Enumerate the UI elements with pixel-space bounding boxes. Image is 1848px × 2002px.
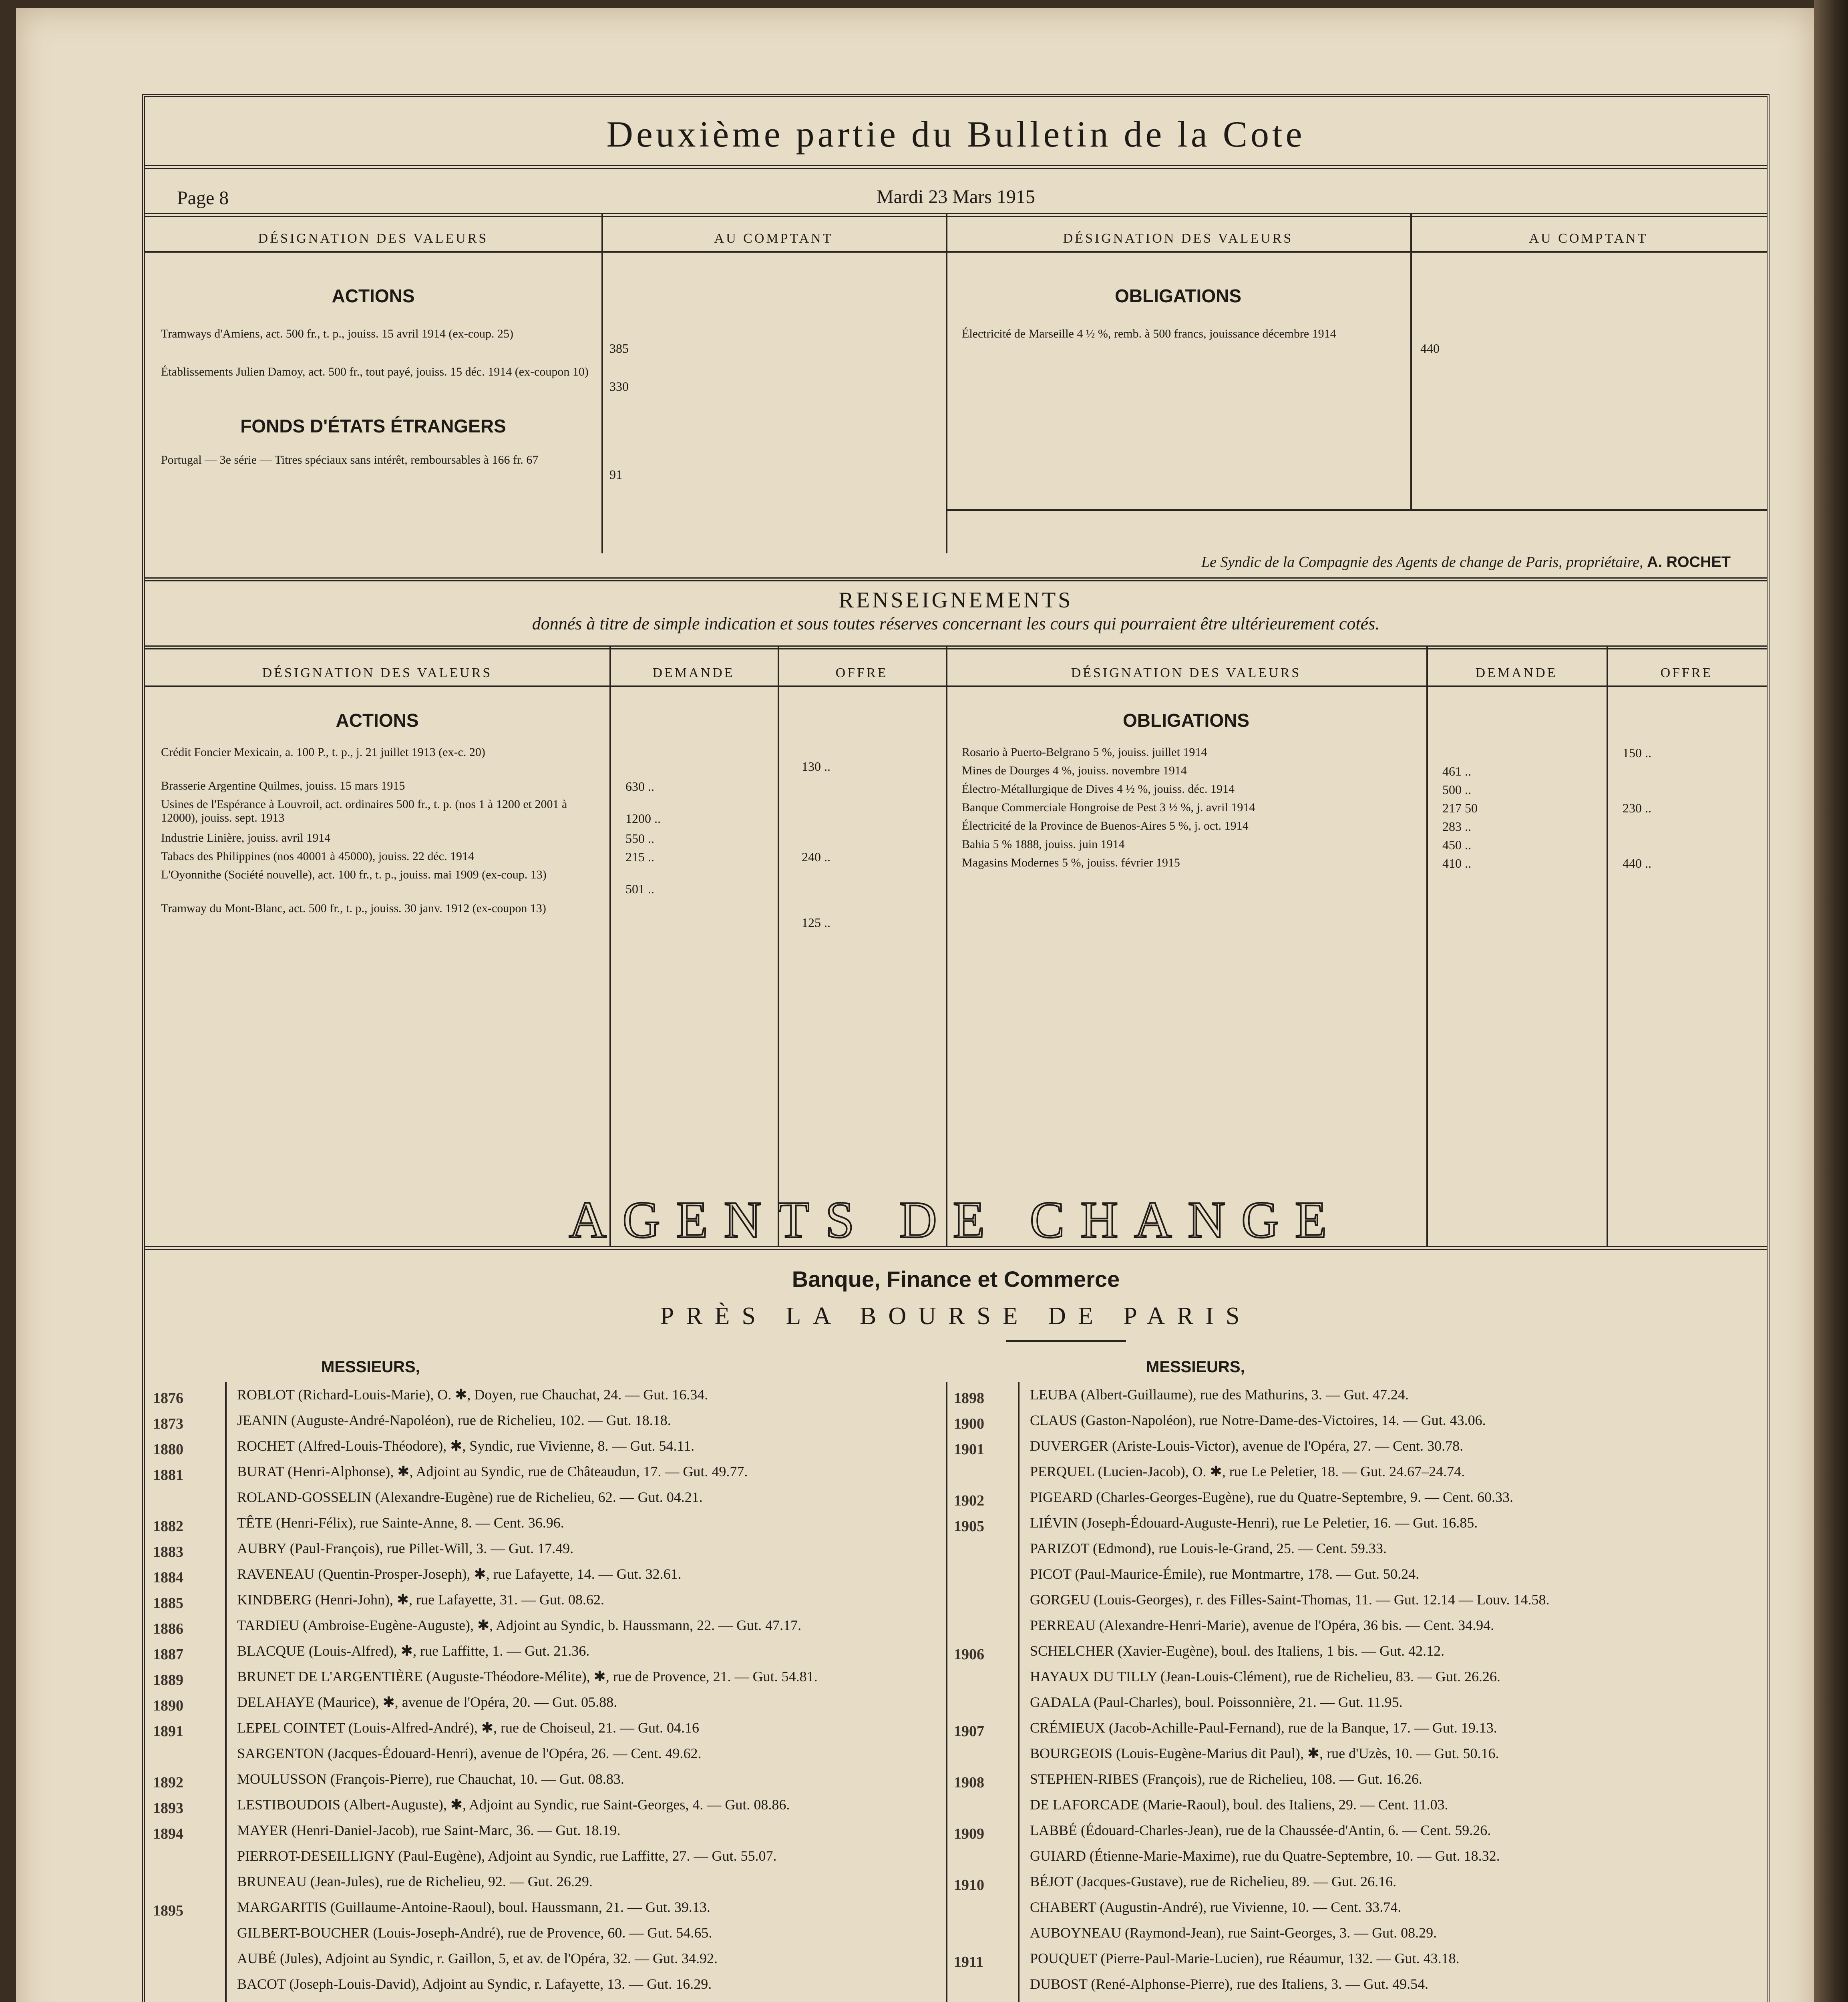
- rcol-designation-left: DÉSIGNATION DES VALEURS: [262, 665, 493, 680]
- agent-entry: JEANIN (Auguste-André-Napoléon), rue de Richelieu, 102. — Gut. 18.18.: [237, 1412, 671, 1428]
- bulletin-date: Mardi 23 Mars 1915: [877, 186, 1035, 207]
- agent-entry: KINDBERG (Henri-John), ✱, rue Lafayette, 31. — Gut. 08.62.: [237, 1592, 604, 1608]
- agent-entry: HAYAUX DU TILLY (Jean-Louis-Clément), rue de Richelieu, 83. — Gut. 26.26.: [1030, 1668, 1500, 1684]
- agent-year: 1908: [954, 1774, 984, 1791]
- agent-entry: PERREAU (Alexandre-Henri-Marie), avenue de l'Opéra, 36 bis. — Cent. 34.94.: [1030, 1617, 1494, 1633]
- agent-entry: BACOT (Joseph-Louis-David), Adjoint au Syndic, r. Lafayette, 13. — Gut. 16.29.: [237, 1976, 712, 1992]
- agent-entry: POUQUET (Pierre-Paul-Marie-Lucien), rue Réaumur, 132. — Gut. 43.18.: [1030, 1950, 1460, 1966]
- table-row-value: 440: [1420, 341, 1440, 356]
- table-row-name: Tramways d'Amiens, act. 500 fr., t. p., jouiss. 15 avril 1914 (ex-coup. 25): [161, 327, 514, 340]
- agent-entry: LIÉVIN (Joseph-Édouard-Auguste-Henri), rue Le Peletier, 16. — Gut. 16.85.: [1030, 1515, 1478, 1531]
- table-row-offre: 150 ..: [1623, 746, 1651, 760]
- rsection-actions: ACTIONS: [336, 710, 419, 731]
- agent-year: 1886: [153, 1620, 183, 1637]
- agent-entry: DUVERGER (Ariste-Louis-Victor), avenue de l'Opéra, 27. — Cent. 30.78.: [1030, 1438, 1464, 1454]
- agents-subtitle: Banque, Finance et Commerce: [792, 1266, 1120, 1292]
- agent-year: 1911: [954, 1954, 983, 1970]
- col-divider: [1410, 213, 1412, 509]
- agent-entry: PARIZOT (Edmond), rue Louis-le-Grand, 25. — Cent. 59.33.: [1030, 1540, 1387, 1556]
- agent-entry: GUIARD (Étienne-Marie-Maxime), rue du Quatre-Septembre, 10. — Gut. 18.32.: [1030, 1848, 1500, 1864]
- table-row-name: Établissements Julien Damoy, act. 500 fr., tout payé, jouiss. 15 déc. 1914 (ex-coupon 10): [161, 365, 589, 378]
- agent-entry: GILBERT-BOUCHER (Louis-Joseph-André), rue de Provence, 60. — Gut. 54.65.: [237, 1925, 712, 1941]
- agents-title: AGENTS DE CHANGE: [569, 1191, 1343, 1249]
- table-row-demande: 461 ..: [1442, 764, 1471, 778]
- agent-year: 1909: [954, 1825, 984, 1842]
- agent-year: 1898: [954, 1390, 984, 1407]
- rcol-offre-right: OFFRE: [1660, 665, 1713, 680]
- table-row-name: Industrie Linière, jouiss. avril 1914: [161, 831, 331, 844]
- col-header-designation-left: DÉSIGNATION DES VALEURS: [258, 231, 489, 246]
- table-row-name: Magasins Modernes 5 %, jouiss. février 1915: [962, 856, 1180, 869]
- agent-entry: CLAUS (Gaston-Napoléon), rue Notre-Dame-des-Victoires, 14. — Gut. 43.06.: [1030, 1412, 1486, 1428]
- agent-entry: PIERROT-DESEILLIGNY (Paul-Eugène), Adjoint au Syndic, rue Laffitte, 27. — Gut. 55.07.: [237, 1848, 777, 1864]
- rcol-header-rule: [145, 685, 1767, 687]
- col-divider: [946, 213, 947, 553]
- table-row-name: Électricité de la Province de Buenos-Aires 5 %, j. oct. 1914: [962, 819, 1249, 832]
- rsection-obligations: OBLIGATIONS: [1122, 710, 1250, 731]
- section-obligations: OBLIGATIONS: [1114, 285, 1242, 306]
- table-row-name: Mines de Dourges 4 %, jouiss. novembre 1914: [962, 764, 1187, 777]
- agent-year: 1876: [153, 1390, 183, 1407]
- syndic-signature: [1201, 553, 1731, 571]
- agent-year: 1880: [153, 1441, 183, 1458]
- agent-entry: PICOT (Paul-Maurice-Émile), rue Montmartre, 178. — Gut. 50.24.: [1030, 1566, 1420, 1582]
- agent-year: 1883: [153, 1544, 183, 1560]
- agent-year: 1900: [954, 1415, 984, 1432]
- col-divider: [946, 1382, 947, 2002]
- table-row-demande: 501 ..: [625, 882, 654, 896]
- agent-entry: BRUNEAU (Jean-Jules), rue de Richelieu, 92. — Gut. 26.29.: [237, 1873, 593, 1889]
- agent-entry: ROBLOT (Richard-Louis-Marie), O. ✱, Doyen, rue Chauchat, 24. — Gut. 16.34.: [237, 1387, 708, 1403]
- agent-entry: DELAHAYE (Maurice), ✱, avenue de l'Opéra, 20. — Gut. 05.88.: [237, 1694, 617, 1710]
- table-row-name: Portugal — 3e série — Titres spéciaux sans intérêt, remboursables à 166 fr. 67: [161, 453, 539, 466]
- table-row-name: Électricité de Marseille 4 ½ %, remb. à 500 francs, jouissance décembre 1914: [962, 327, 1336, 340]
- col-divider: [225, 1382, 227, 2002]
- agent-entry: PIGEARD (Charles-Georges-Eugène), rue du Quatre-Septembre, 9. — Cent. 60.33.: [1030, 1489, 1514, 1505]
- table-row-name: Usines de l'Espérance à Louvroil, act. ordinaires 500 fr., t. p. (nos 1 à 1200 et 2001 à 12000), jouiss. sept. 1913: [161, 798, 567, 824]
- table-row-name: Tramway du Mont-Blanc, act. 500 fr., t. p., jouiss. 30 janv. 1912 (ex-coupon 13): [161, 902, 546, 915]
- agent-entry: GADALA (Paul-Charles), boul. Poissonnière, 21. — Gut. 11.95.: [1030, 1694, 1403, 1710]
- agent-entry: BOURGEOIS (Louis-Eugène-Marius dit Paul), ✱, rue d'Uzès, 10. — Gut. 50.16.: [1030, 1745, 1499, 1761]
- agent-year: 1902: [954, 1492, 984, 1509]
- agent-year: 1885: [153, 1595, 183, 1612]
- agent-entry: CHABERT (Augustin-André), rue Vivienne, 10. — Cent. 33.74.: [1030, 1899, 1402, 1915]
- table-row-demande: 450 ..: [1442, 838, 1471, 852]
- comptant-header-rule: [145, 251, 1767, 253]
- col-divider: [778, 645, 779, 1246]
- table-row-demande: 550 ..: [625, 831, 654, 846]
- table-row-demande: 215 ..: [625, 850, 654, 864]
- page-number: Page 8: [177, 187, 229, 209]
- agent-entry: SARGENTON (Jacques-Édouard-Henri), avenue de l'Opéra, 26. — Cent. 49.62.: [237, 1745, 702, 1761]
- agent-entry: DUBOST (René-Alphonse-Pierre), rue des Italiens, 3. — Gut. 49.54.: [1030, 1976, 1429, 1992]
- table-row-offre: 240 ..: [802, 850, 830, 864]
- ornament-divider: [1006, 1340, 1126, 1350]
- agent-entry: MARGARITIS (Guillaume-Antoine-Raoul), boul. Haussmann, 21. — Gut. 39.13.: [237, 1899, 710, 1915]
- agent-entry: ROLAND-GOSSELIN (Alexandre-Eugène) rue de Richelieu, 62. — Gut. 04.21.: [237, 1489, 703, 1505]
- agent-year: 1901: [954, 1441, 984, 1458]
- agent-entry: LEUBA (Albert-Guillaume), rue des Mathurins, 3. — Gut. 47.24.: [1030, 1387, 1409, 1403]
- col-divider: [1018, 1382, 1020, 2002]
- section-fonds: FONDS D'ÉTATS ÉTRANGERS: [240, 416, 506, 436]
- table-row-name: L'Oyonnithe (Société nouvelle), act. 100 fr., t. p., jouiss. mai 1909 (ex-coup. 13): [161, 868, 547, 881]
- renseignements-rule: [145, 577, 1767, 581]
- agent-year: 1892: [153, 1774, 183, 1791]
- agent-year: 1891: [153, 1723, 183, 1740]
- table-row-demande: 217 50: [1442, 801, 1478, 815]
- syndic-rule: [946, 509, 1767, 511]
- table-row-name: Rosario à Puerto-Belgrano 5 %, jouiss. juillet 1914: [962, 746, 1207, 759]
- book-spine: [1814, 0, 1848, 2002]
- table-row-demande: 1200 ..: [625, 811, 661, 826]
- agent-entry: BÉJOT (Jacques-Gustave), rue de Richelieu, 89. — Gut. 26.16.: [1030, 1873, 1397, 1889]
- table-row-demande: 283 ..: [1442, 819, 1471, 834]
- col-header-comptant-left: AU COMPTANT: [714, 231, 833, 246]
- syndic-name: A. ROCHET: [1647, 554, 1731, 571]
- agent-entry: SCHELCHER (Xavier-Eugène), boul. des Italiens, 1 bis. — Gut. 42.12.: [1030, 1643, 1445, 1659]
- table-row-demande: 630 ..: [625, 779, 654, 794]
- rcol-demande-left: DEMANDE: [652, 665, 735, 680]
- bulletin-frame: [142, 94, 1770, 2002]
- agent-year: 1906: [954, 1646, 984, 1663]
- agent-entry: DE LAFORCADE (Marie-Raoul), boul. des Italiens, 29. — Cent. 11.03.: [1030, 1797, 1448, 1813]
- agent-entry: MAYER (Henri-Daniel-Jacob), rue Saint-Marc, 36. — Gut. 18.19.: [237, 1822, 621, 1838]
- agent-entry: TÊTE (Henri-Félix), rue Sainte-Anne, 8. — Cent. 36.96.: [237, 1515, 564, 1531]
- col-divider: [1426, 645, 1428, 1246]
- table-row-name: Électro-Métallurgique de Dives 4 ½ %, jouiss. déc. 1914: [962, 782, 1235, 796]
- agent-year: 1893: [153, 1800, 183, 1817]
- title-rule: [145, 165, 1767, 169]
- agent-year: 1895: [153, 1902, 183, 1919]
- table-row-offre: 130 ..: [802, 759, 830, 774]
- renseignements-subtitle: donnés à titre de simple indication et sous toutes réserves concernant les cours qui pourraient être ultérieurement cotés.: [532, 614, 1380, 633]
- table-row-value: 330: [609, 379, 629, 394]
- col-divider: [1607, 645, 1608, 1246]
- agent-year: 1882: [153, 1518, 183, 1535]
- agent-entry: BURAT (Henri-Alphonse), ✱, Adjoint au Syndic, rue de Châteaudun, 17. — Gut. 49.77.: [237, 1463, 748, 1479]
- page-paper: [16, 8, 1814, 2002]
- agent-entry: CRÉMIEUX (Jacob-Achille-Paul-Fernand), rue de la Banque, 17. — Gut. 19.13.: [1030, 1720, 1497, 1736]
- agent-entry: BRUNET DE L'ARGENTIÈRE (Auguste-Théodore-Mélite), ✱, rue de Provence, 21. — Gut. 54.81.: [237, 1668, 818, 1684]
- agents-subtitle-bourse: PRÈS LA BOURSE DE PARIS: [660, 1303, 1252, 1330]
- messieurs-right: MESSIEURS,: [1146, 1358, 1245, 1376]
- table-row-value: 385: [609, 341, 629, 356]
- agent-year: 1887: [153, 1646, 183, 1663]
- table-row-name: Brasserie Argentine Quilmes, jouiss. 15 mars 1915: [161, 779, 405, 792]
- section-actions: ACTIONS: [332, 285, 415, 306]
- agent-entry: AUBÉ (Jules), Adjoint au Syndic, r. Gaillon, 5, et av. de l'Opéra, 32. — Gut. 34.92.: [237, 1950, 718, 1966]
- table-row-demande: 410 ..: [1442, 856, 1471, 870]
- table-row-offre: 125 ..: [802, 915, 830, 930]
- table-row-offre: 440 ..: [1623, 856, 1651, 870]
- agent-entry: TARDIEU (Ambroise-Eugène-Auguste), ✱, Adjoint au Syndic, b. Haussmann, 22. — Gut. 47.17.: [237, 1617, 802, 1633]
- col-header-comptant-right: AU COMPTANT: [1529, 231, 1648, 246]
- agent-entry: ROCHET (Alfred-Louis-Théodore), ✱, Syndic, rue Vivienne, 8. — Gut. 54.11.: [237, 1438, 695, 1454]
- agent-year: 1910: [954, 1877, 984, 1893]
- agent-year: 1907: [954, 1723, 984, 1740]
- agent-entry: STEPHEN-RIBES (François), rue de Richelieu, 108. — Gut. 16.26.: [1030, 1771, 1422, 1787]
- col-divider: [946, 645, 947, 1246]
- agent-year: 1890: [153, 1697, 183, 1714]
- agent-entry: AUBRY (Paul-François), rue Pillet-Will, 3. — Gut. 17.49.: [237, 1540, 574, 1556]
- rcol-offre-left: OFFRE: [835, 665, 888, 680]
- table-row-demande: 500 ..: [1442, 782, 1471, 797]
- renseignements-header-rule: [145, 645, 1767, 649]
- date-rule: [145, 213, 1767, 217]
- agent-entry: MOULUSSON (François-Pierre), rue Chauchat, 10. — Gut. 08.83.: [237, 1771, 624, 1787]
- bulletin-title: Deuxième partie du Bulletin de la Cote: [606, 114, 1305, 155]
- renseignements-title: RENSEIGNEMENTS: [839, 588, 1073, 613]
- rcol-designation-right: DÉSIGNATION DES VALEURS: [1071, 665, 1301, 680]
- syndic-text: Le Syndic de la Compagnie des Agents de change de Paris, propriétaire,: [1201, 554, 1643, 571]
- table-row-value: 91: [609, 467, 622, 482]
- agent-year: 1884: [153, 1569, 183, 1586]
- col-header-designation-right: DÉSIGNATION DES VALEURS: [1063, 231, 1293, 246]
- table-row-name: Banque Commerciale Hongroise de Pest 3 ½ %, j. avril 1914: [962, 801, 1255, 814]
- agent-entry: AUBOYNEAU (Raymond-Jean), rue Saint-Georges, 3. — Gut. 08.29.: [1030, 1925, 1437, 1941]
- agent-entry: PERQUEL (Lucien-Jacob), O. ✱, rue Le Peletier, 18. — Gut. 24.67–24.74.: [1030, 1463, 1465, 1479]
- rcol-demande-right: DEMANDE: [1475, 665, 1558, 680]
- agent-entry: LESTIBOUDOIS (Albert-Auguste), ✱, Adjoint au Syndic, rue Saint-Georges, 4. — Gut. 08.86.: [237, 1797, 790, 1813]
- table-row-name: Bahia 5 % 1888, jouiss. juin 1914: [962, 838, 1125, 851]
- table-row-name: Crédit Foncier Mexicain, a. 100 P., t. p., j. 21 juillet 1913 (ex-c. 20): [161, 746, 485, 759]
- messieurs-left: MESSIEURS,: [321, 1358, 420, 1376]
- agent-year: 1881: [153, 1467, 183, 1483]
- table-row-offre: 230 ..: [1623, 801, 1651, 815]
- agent-year: 1889: [153, 1672, 183, 1688]
- agent-year: 1905: [954, 1518, 984, 1535]
- agent-year: 1873: [153, 1415, 183, 1432]
- table-row-name: Tabacs des Philippines (nos 40001 à 45000), jouiss. 22 déc. 1914: [161, 850, 474, 863]
- agent-entry: LABBÉ (Édouard-Charles-Jean), rue de la Chaussée-d'Antin, 6. — Cent. 59.26.: [1030, 1822, 1491, 1838]
- agent-entry: RAVENEAU (Quentin-Prosper-Joseph), ✱, rue Lafayette, 14. — Gut. 32.61.: [237, 1566, 682, 1582]
- agent-entry: GORGEU (Louis-Georges), r. des Filles-Saint-Thomas, 11. — Gut. 12.14 — Louv. 14.58.: [1030, 1592, 1550, 1608]
- col-divider: [601, 213, 603, 553]
- agent-entry: BLACQUE (Louis-Alfred), ✱, rue Laffitte, 1. — Gut. 21.36.: [237, 1643, 590, 1659]
- col-divider: [609, 645, 611, 1246]
- agent-year: 1894: [153, 1825, 183, 1842]
- agent-entry: LEPEL COINTET (Louis-Alfred-André), ✱, rue de Choiseul, 21. — Gut. 04.16: [237, 1720, 699, 1736]
